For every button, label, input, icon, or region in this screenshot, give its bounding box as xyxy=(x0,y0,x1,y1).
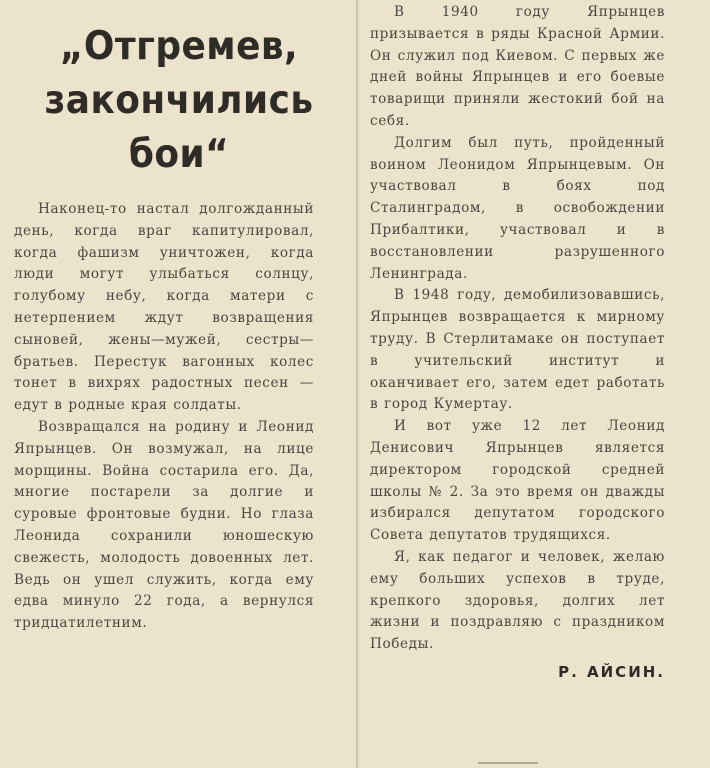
left-column-body xyxy=(14,199,314,635)
headline-line-2: закончились xyxy=(44,78,314,123)
paragraph: Я, как педагог и человек, желаю ему больших успехов в труде, крепкого здоровья, долгих лет жизни и поздравляю с праздником Победы. xyxy=(370,548,665,653)
author-signature: Р. АЙСИН. xyxy=(558,662,665,681)
left-column xyxy=(14,0,344,768)
headline-line-3: бои“ xyxy=(128,132,230,177)
column-divider xyxy=(356,0,358,768)
paragraph: В 1948 году, демобилизовавшись, Япрынцев возвращается к мирному труду. В Стерлитамаке он поступает в учительский институт и оканчивает его, затем едет работать в город Кумертау. xyxy=(370,287,665,413)
right-column xyxy=(370,2,665,684)
headline-line-1: „Отгремев, xyxy=(59,24,299,69)
paragraph: И вот уже 12 лет Леонид Денисович Япрынцев является директором городской средней школы № 2. За это время он дважды избирался депутатом городского Совета депутатов трудящихся. xyxy=(370,418,665,544)
paragraph: Наконец-то настал долгожданный день, когда враг капитулировал, когда фашизм уничтожен, когда люди могут улыбаться солнцу, голубому небу, когда матери с нетерпением ждут возвращения сыновей, жены—мужей, сестры—братьев. Перестук вагонных колес тонет в вихрях радостных песен — едут в родные края солдаты. xyxy=(14,201,314,414)
paragraph: Возвращался на родину и Леонид Япрынцев. Он возмужал, на лице морщины. Война состарила его. Да, многие постарели за долгие и суровые фронтовые будни. Но глаза Леонида сохранили юношескую свежесть, молодость довоенных лет. Ведь он ушел служить, когда ему едва минуло 22 года, а вернулся тридцатилетним. xyxy=(14,418,314,632)
article-headline xyxy=(27,0,331,182)
paragraph: В 1940 году Япрынцев призывается в ряды Красной Армии. Он служил под Киевом. С первых же дней войны Япрынцев и его боевые товарищи приняли жестокий бой на себя. xyxy=(370,4,665,129)
paragraph: Долгим был путь, пройденный воином Леонидом Япрынцевым. Он участвовал в боях под Сталинградом, в освобождении Прибалтики, участвовал и в восстановлении разрушенного Ленинграда. xyxy=(370,134,665,282)
print-mark xyxy=(478,762,538,764)
